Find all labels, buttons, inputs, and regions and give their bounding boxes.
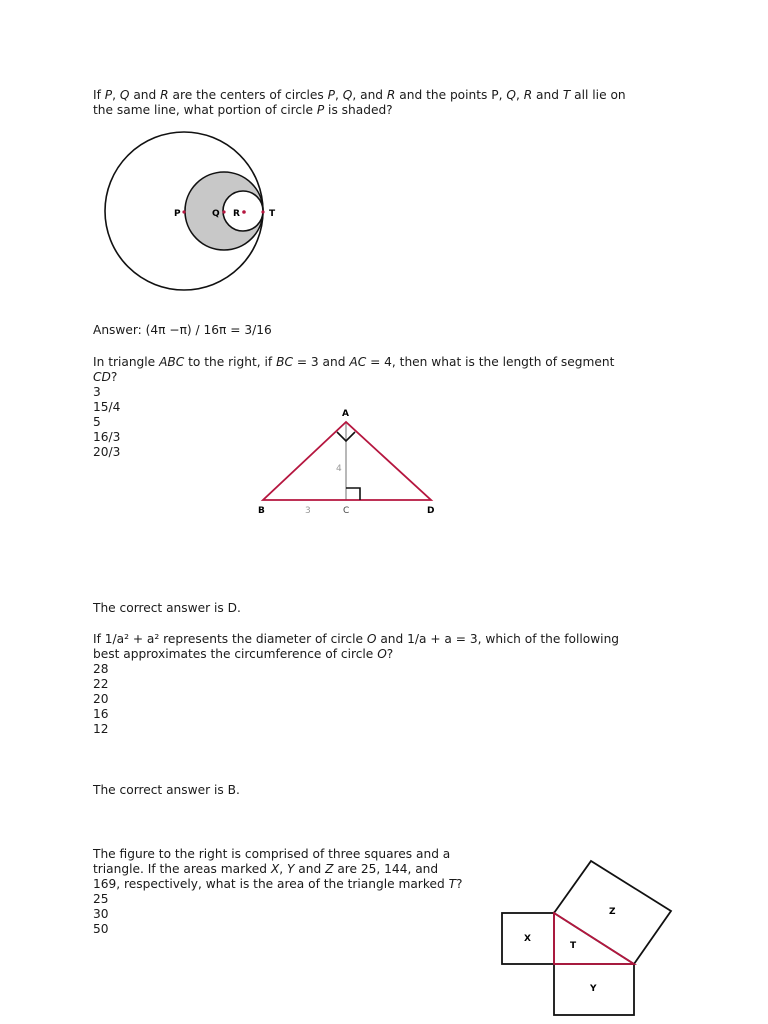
question-4-line-1: The figure to the right is comprised of three squares and a — [93, 847, 451, 861]
label-p: P — [174, 209, 181, 219]
label-ac-length: 4 — [336, 464, 342, 474]
question-4-line-2: triangle. If the areas marked X, Y and Z are 25, 144, and — [93, 862, 439, 876]
question-3-choice: 22 — [93, 677, 109, 691]
label-d: D — [427, 506, 435, 516]
question-4-choice: 50 — [93, 922, 109, 936]
question-3-choice: 12 — [93, 722, 109, 736]
question-3-choice: 16 — [93, 707, 109, 721]
question-2-line-2: CD? — [93, 370, 118, 384]
question-1-answer: Answer: (4π −π) / 16π = 3/16 — [93, 323, 272, 337]
question-3-answer: The correct answer is B. — [93, 783, 240, 797]
question-3-choice: 20 — [93, 692, 109, 706]
label-c: C — [343, 506, 350, 516]
label-b: B — [258, 506, 265, 516]
question-4-choice: 30 — [93, 907, 109, 921]
label-a: A — [342, 409, 349, 419]
label-bc-length: 3 — [305, 506, 311, 516]
question-2-choice: 5 — [93, 415, 101, 429]
question-2-line-1: In triangle ABC to the right, if BC = 3 and AC = 4, then what is the length of segment — [93, 355, 615, 369]
question-2-choice: 16/3 — [93, 430, 121, 444]
question-2-choice: 3 — [93, 385, 101, 399]
question-3-line-2: best approximates the circumference of circle O? — [93, 647, 394, 661]
question-4-choice: 25 — [93, 892, 109, 906]
question-4-line-3: 169, respectively, what is the area of the triangle marked T? — [93, 877, 463, 891]
label-q: Q — [212, 209, 220, 219]
triangle-t — [554, 913, 634, 964]
label-t: T — [269, 209, 276, 219]
label-z: Z — [609, 907, 616, 917]
label-r: R — [233, 209, 240, 219]
question-3-line-1: If 1/a² + a² represents the diameter of circle O and 1/a + a = 3, which of the following — [93, 632, 620, 646]
label-y: Y — [590, 984, 597, 994]
question-1-line-1: If P, Q and R are the centers of circles P, Q, and R and the points P, Q, R and T all lie on — [93, 88, 626, 102]
question-2-answer: The correct answer is D. — [93, 601, 241, 615]
label-t: T — [570, 941, 577, 951]
label-x: X — [524, 934, 531, 944]
question-3-choice: 28 — [93, 662, 109, 676]
question-1-line-2: the same line, what portion of circle P is shaded? — [93, 103, 393, 117]
question-2-choice: 15/4 — [93, 400, 121, 414]
question-2-choice: 20/3 — [93, 445, 121, 459]
